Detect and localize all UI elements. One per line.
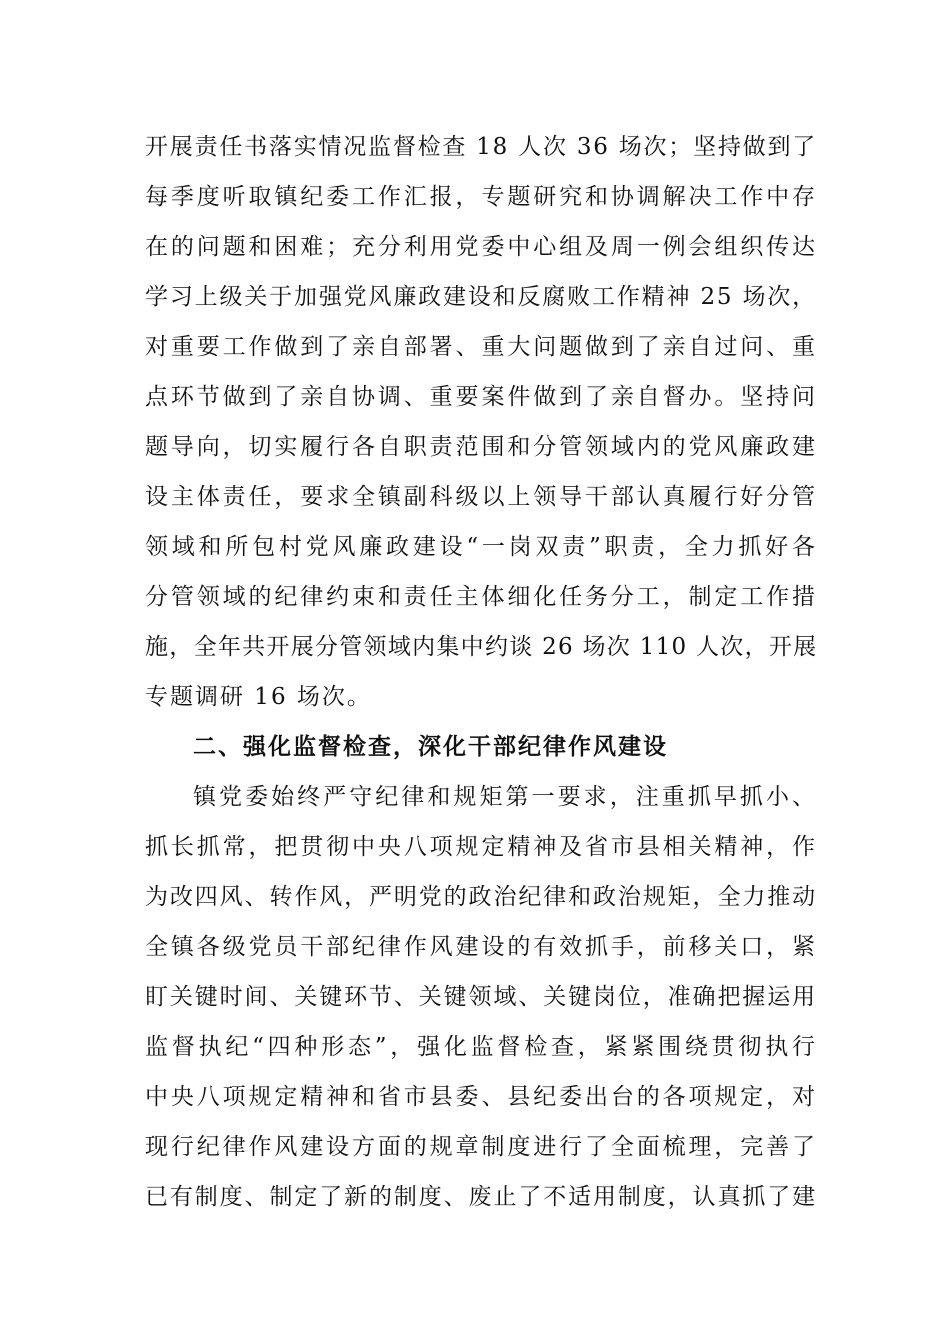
paragraph-2-line-5: 盯关键时间、关键环节、关键领域、关键岗位，准确把握运用 — [145, 984, 817, 1010]
paragraph-1-line-8: 设主体责任，要求全镇副科级以上领导干部认真履行好分管 — [145, 484, 817, 510]
paragraph-1-line-6: 点环节做到了亲自协调、重要案件做到了亲自督办。坚持问 — [145, 384, 817, 410]
paragraph-1-line-5: 对重要工作做到了亲自部署、重大问题做到了亲自过问、重 — [145, 334, 817, 360]
paragraph-2-line-2: 抓长抓常，把贯彻中央八项规定精神及省市县相关精神，作 — [145, 834, 817, 860]
paragraph-2-line-6: 监督执纪“四种形态”，强化监督检查，紧紧围绕贯彻执行 — [145, 1034, 817, 1060]
paragraph-1-line-7: 题导向，切实履行各自职责范围和分管领域内的党风廉政建 — [145, 434, 817, 460]
paragraph-2-line-3: 为改四风、转作风，严明党的政治纪律和政治规矩，全力推动 — [145, 884, 817, 910]
paragraph-1-line-3: 在的问题和困难；充分利用党委中心组及周一例会组织传达 — [145, 234, 817, 260]
paragraph-2-line-9: 已有制度、制定了新的制度、废止了不适用制度，认真抓了建 — [145, 1184, 817, 1210]
paragraph-2-line-7: 中央八项规定精神和省市县委、县纪委出台的各项规定，对 — [145, 1084, 817, 1110]
paragraph-1-line-12: 专题调研 16 场次。 — [145, 684, 372, 710]
paragraph-2-line-1: 镇党委始终严守纪律和规矩第一要求，注重抓早抓小、 — [193, 784, 817, 810]
paragraph-1-line-9: 领域和所包村党风廉政建设“一岗双责”职责，全力抓好各 — [145, 534, 817, 560]
paragraph-1-line-10: 分管领域的纪律约束和责任主体细化任务分工，制定工作措 — [145, 584, 817, 610]
paragraph-2-line-8: 现行纪律作风建设方面的规章制度进行了全面梳理，完善了 — [145, 1134, 817, 1160]
paragraph-1-line-4: 学习上级关于加强党风廉政建设和反腐败工作精神 25 场次， — [145, 284, 817, 310]
section-heading: 二、强化监督检查，深化干部纪律作风建设 — [193, 734, 668, 760]
paragraph-2-line-4: 全镇各级党员干部纪律作风建设的有效抓手，前移关口，紧 — [145, 934, 817, 960]
paragraph-1-line-1: 开展责任书落实情况监督检查 18 人次 36 场次；坚持做到了 — [145, 134, 817, 160]
paragraph-1-line-11: 施，全年共开展分管领域内集中约谈 26 场次 110 人次，开展 — [145, 634, 818, 660]
paragraph-1-line-2: 每季度听取镇纪委工作汇报，专题研究和协调解决工作中存 — [145, 184, 817, 210]
